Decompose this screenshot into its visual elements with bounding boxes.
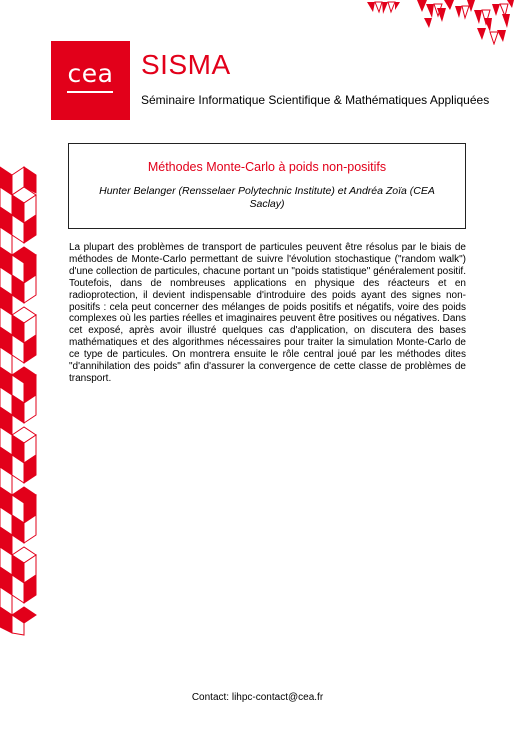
talk-speakers: Hunter Belanger (Rensselaer Polytechnic Institute) et Andréa Zoïa (CEA Saclay) — [99, 185, 435, 210]
seminar-series-title: SISMA — [141, 49, 231, 80]
seminar-series-subtitle: Séminaire Informatique Scientifique & Mathématiques Appliquées — [141, 93, 490, 107]
talk-title: Méthodes Monte-Carlo à poids non-positifs — [147, 160, 387, 174]
talk-abstract: La plupart des problèmes de transport de particules peuvent être résolus par le biais de méthodes de Monte-Carlo permettant de suivre l'évolution stochastique ("random walk") d'une collection de particules, chacune portant un "poids statistique" généralement positif. Toutefois, dans de nombreuses applications en physique des réacteurs et en radioprotection, il devient indispensable d'introduire des poids ayant des signes non-positifs : cela peut concerner des mélanges de poids positifs et négatifs, voire des poids complexes où les parties réelles et imaginaires peuvent être positives ou négatives. Dans cet exposé, après avoir illustré quelques cas d'application, on discutera des bases mathématiques et des algorithmes nécessaires pour traiter la simulation Monte-Carlo de ce type de particules. On montrera ensuite le rôle central joué par les méthodes dites "d'annihilation des poids" afin d'assurer la convergence de cette classe de problèmes de transport. — [69, 242, 466, 384]
talk-title-box — [68, 143, 466, 229]
decorative-cubes-top — [362, 0, 515, 45]
cea-logo-underline — [67, 91, 113, 93]
cea-logo-text: cea — [67, 59, 114, 88]
decorative-cubes-left — [0, 165, 40, 637]
cea-logo — [51, 41, 130, 120]
contact-line: Contact: lihpc-contact@cea.fr — [191, 692, 324, 703]
